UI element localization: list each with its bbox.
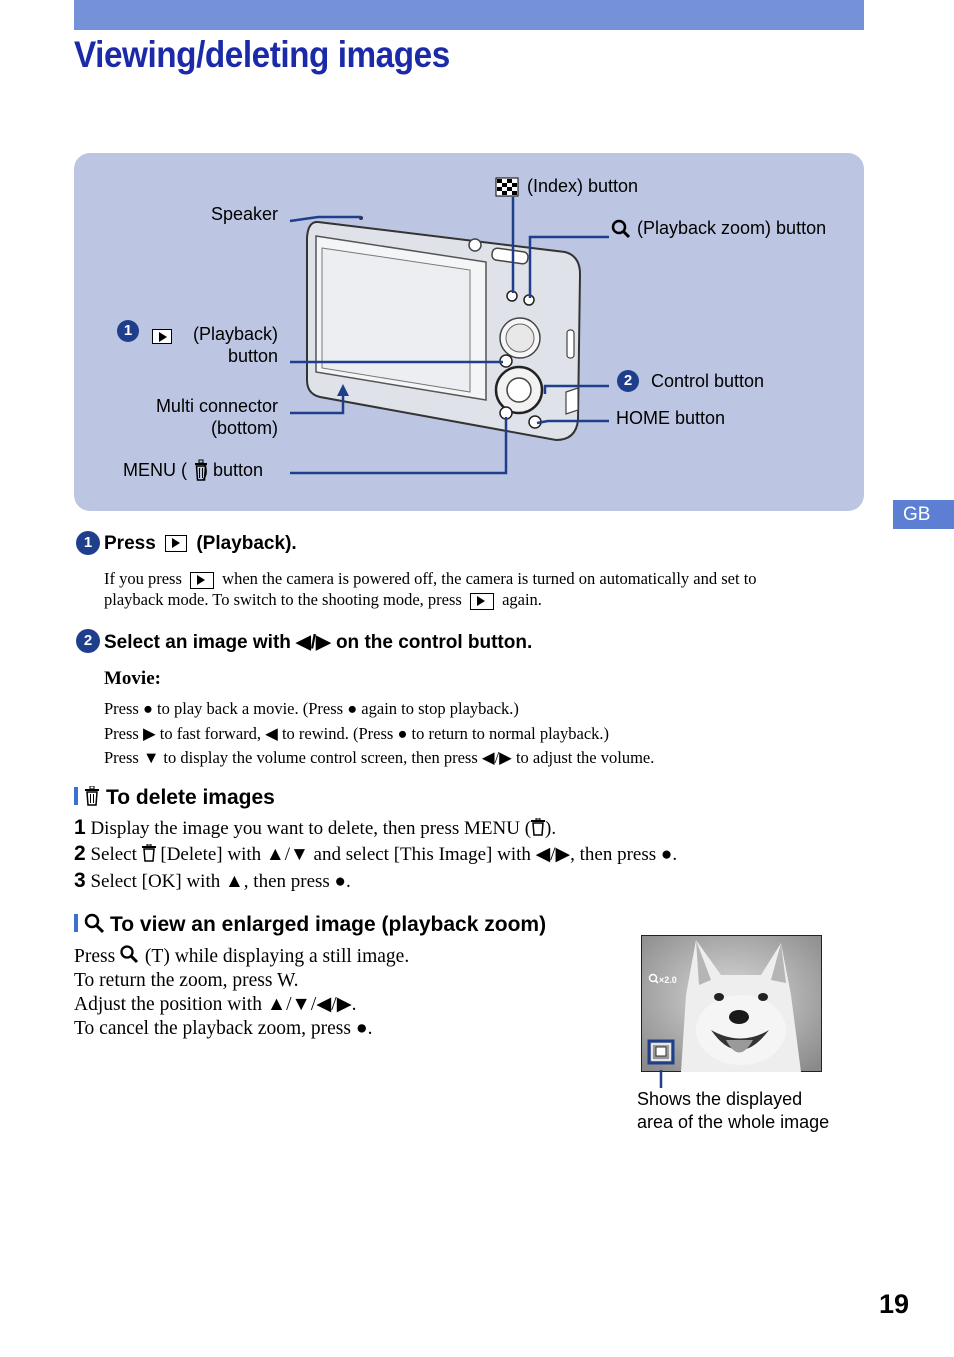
- zoom-section-heading: [74, 913, 546, 937]
- home-button-label: HOME button: [616, 408, 726, 428]
- step-1-body-text: If you press: [104, 569, 182, 588]
- step-1-body: [104, 568, 844, 610]
- step-2-badge: 2: [76, 629, 100, 653]
- step-2-heading: Select an image with ◀/▶ on the control button.: [104, 632, 533, 653]
- playback-button-label-1: (Playback): [192, 324, 278, 344]
- delete-step-text: [Delete] with ▲/▼ and select [This Image] with ◀/▶, then press ●.: [160, 844, 678, 865]
- movie-line: Press ▶ to fast forward, ◀ to rewind. (Press ● to return to normal playback.): [104, 723, 610, 743]
- step-1-heading: [104, 533, 297, 555]
- menu-label-suffix: ) button: [202, 460, 264, 480]
- delete-step-text: ).: [545, 818, 557, 839]
- movie-line: Press ● to play back a movie. (Press ● again to stop playback.): [104, 699, 519, 718]
- delete-step-text: Select: [90, 844, 137, 865]
- trash-icon: [142, 844, 156, 862]
- language-tab: GB: [893, 500, 954, 529]
- step-1-body-text: playback mode. To switch to the shooting mode, press: [104, 590, 462, 609]
- zoom-line-1: [74, 945, 594, 969]
- playback-icon: [165, 535, 187, 552]
- index-icon: [496, 178, 518, 196]
- zoom-line-text: (T) while displaying a still image.: [144, 946, 410, 967]
- delete-step-2: [74, 841, 677, 869]
- index-button-label: (Index) button: [527, 176, 639, 196]
- zoom-line-text: Press: [74, 946, 116, 967]
- movie-line: Press ▼ to display the volume control screen, then press ◀/▶ to adjust the volume.: [104, 748, 655, 767]
- page-title: Viewing/deleting images: [74, 34, 450, 75]
- delete-heading-text: To delete images: [106, 786, 275, 809]
- page-number: 19: [879, 1289, 910, 1319]
- movie-label: Movie:: [104, 668, 161, 689]
- playback-button-label-2: button: [227, 346, 278, 366]
- multi-connector-label-2: (bottom): [210, 418, 278, 438]
- delete-step-number: 1: [74, 816, 86, 839]
- zoomed-photo: [641, 935, 822, 1072]
- trash-icon: [84, 786, 100, 806]
- photo-caption-line: area of the whole image: [637, 1112, 830, 1132]
- zoom-magnifier-icon: [84, 913, 106, 935]
- step-1-badge: 1: [76, 531, 100, 555]
- zoom-heading-text: To view an enlarged image (playback zoom): [110, 913, 547, 936]
- delete-step-number: 2: [74, 842, 86, 865]
- step-1-heading-suffix: (Playback).: [196, 533, 297, 554]
- delete-step-number: 3: [74, 869, 86, 892]
- step-1-body-text: again.: [502, 590, 542, 609]
- movie-instructions: [104, 697, 654, 771]
- delete-step-1: [74, 815, 556, 843]
- step-1-heading-prefix: Press: [104, 533, 156, 554]
- speaker-label: Speaker: [210, 204, 278, 224]
- delete-step-text: Display the image you want to delete, then press MENU (: [90, 818, 532, 839]
- step-1-body-text: when the camera is powered off, the camera is turned on automatically and set to: [222, 569, 757, 588]
- photo-caption: [637, 1088, 829, 1134]
- delete-section-heading: [74, 786, 275, 810]
- playback-icon: [190, 572, 214, 589]
- zoom-instructions: [74, 945, 594, 1041]
- delete-step-3: [74, 868, 351, 896]
- playback-icon: [470, 593, 494, 610]
- camera-diagram: [0, 0, 954, 520]
- photo-zoom-label: ×2.0: [659, 975, 677, 985]
- zoom-line: Adjust the position with ▲/▼/◀/▶.: [74, 994, 357, 1015]
- control-badge: 2: [617, 370, 639, 392]
- trash-icon: [531, 818, 545, 836]
- menu-button-label: [123, 459, 263, 481]
- camera-illustration: [307, 216, 580, 440]
- multi-connector-label-1: Multi connector: [155, 396, 278, 416]
- zoom-button-label: (Playback zoom) button: [637, 218, 827, 238]
- zoom-magnifier-icon: [120, 945, 140, 965]
- menu-label-prefix: MENU (: [123, 460, 187, 480]
- delete-step-text: Select [OK] with ▲, then press ●.: [90, 871, 351, 892]
- zoom-line: To cancel the playback zoom, press ●.: [74, 1018, 373, 1039]
- control-button-label: Control button: [651, 371, 765, 391]
- photo-leader-line: [655, 1070, 667, 1090]
- zoom-line: To return the zoom, press W.: [74, 970, 299, 991]
- playback-badge: 1: [117, 320, 139, 342]
- photo-caption-line: Shows the displayed: [637, 1089, 803, 1109]
- zoom-magnifier-icon: [613, 221, 629, 237]
